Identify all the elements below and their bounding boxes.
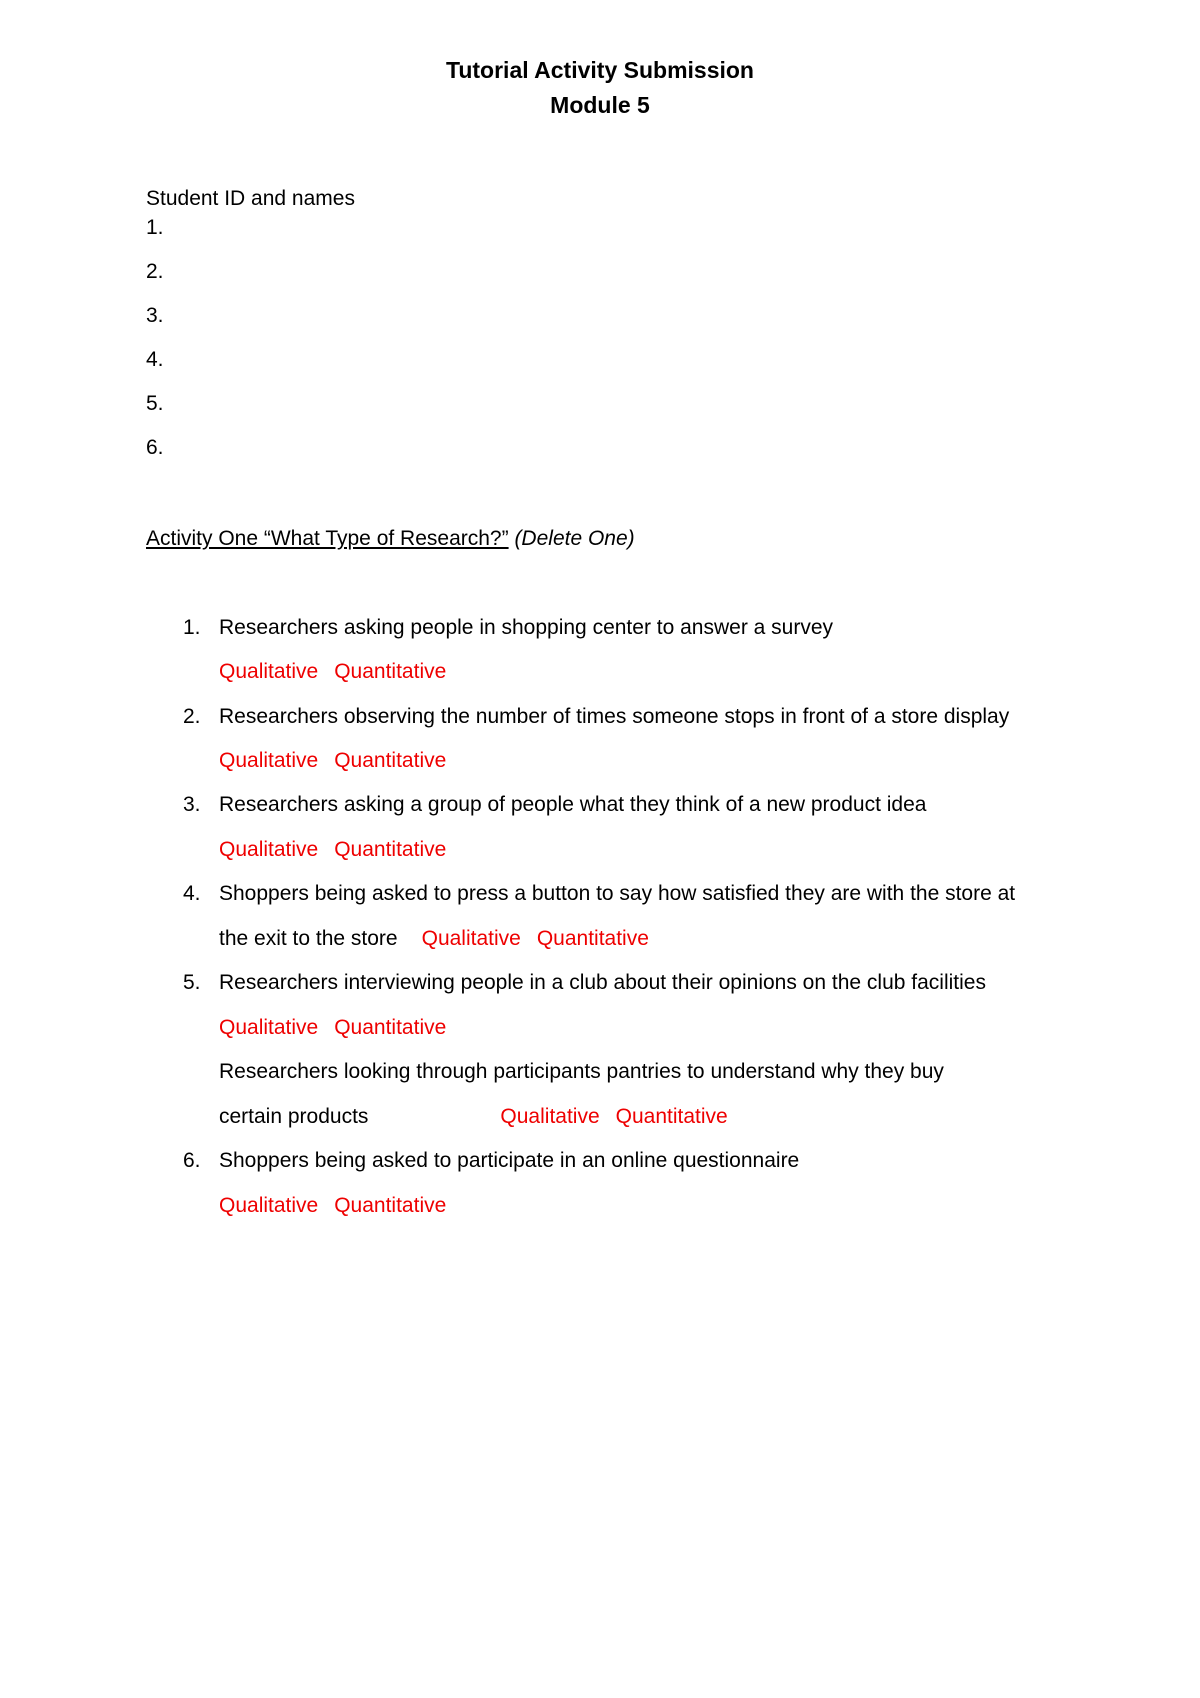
question-5-options[interactable] — [219, 1014, 446, 1042]
students-label: Student ID and names — [146, 187, 355, 210]
question-unnumbered-qualitative-option[interactable]: Qualitative — [500, 1105, 600, 1128]
question-1-options[interactable] — [219, 658, 446, 686]
question-unnumbered-text-line2: certain products — [219, 1105, 369, 1128]
document-title: Tutorial Activity Submission — [446, 57, 754, 83]
question-2-options[interactable] — [219, 747, 446, 775]
question-4-text-continued — [219, 925, 649, 953]
question-4-qualitative-option[interactable]: Qualitative — [421, 927, 521, 950]
student-number-2: 2. — [146, 260, 164, 283]
question-unnumbered-text: Researchers looking through participants pantries to understand why they buy — [219, 1060, 944, 1083]
question-6-options[interactable] — [219, 1192, 446, 1220]
question-1-text: Researchers asking people in shopping center to answer a survey — [219, 616, 834, 639]
question-3-qualitative-option[interactable]: Qualitative — [219, 838, 319, 861]
activity-heading: Activity One “What Type of Research?” — [146, 527, 509, 550]
question-3-quantitative-option[interactable]: Quantitative — [334, 838, 447, 861]
activity-heading-row — [146, 525, 635, 553]
document-subtitle: Module 5 — [550, 92, 650, 118]
question-4-number: 4. — [183, 882, 201, 905]
question-2-number: 2. — [183, 705, 201, 728]
question-6-text: Shoppers being asked to participate in an online questionnaire — [219, 1149, 800, 1172]
question-4-quantitative-option[interactable]: Quantitative — [536, 927, 649, 950]
question-unnumbered-text-continued — [219, 1103, 728, 1131]
question-1-quantitative-option[interactable]: Quantitative — [334, 660, 447, 683]
question-1-qualitative-option[interactable]: Qualitative — [219, 660, 319, 683]
question-3-text: Researchers asking a group of people what they think of a new product idea — [219, 793, 927, 816]
question-5-qualitative-option[interactable]: Qualitative — [219, 1016, 319, 1039]
question-2-text: Researchers observing the number of times someone stops in front of a store display — [219, 705, 1010, 728]
question-5-quantitative-option[interactable]: Quantitative — [334, 1016, 447, 1039]
question-6-number: 6. — [183, 1149, 201, 1172]
question-6-qualitative-option[interactable]: Qualitative — [219, 1194, 319, 1217]
question-3-number: 3. — [183, 793, 201, 816]
question-3-options[interactable] — [219, 836, 446, 864]
question-1-number: 1. — [183, 616, 201, 639]
question-2-qualitative-option[interactable]: Qualitative — [219, 749, 319, 772]
student-number-6: 6. — [146, 436, 164, 459]
student-number-3: 3. — [146, 304, 164, 327]
question-4-text-line2: the exit to the store — [219, 927, 398, 950]
student-number-5: 5. — [146, 392, 164, 415]
question-5-text: Researchers interviewing people in a club about their opinions on the club facilities — [219, 971, 986, 994]
student-number-4: 4. — [146, 348, 164, 371]
question-5-number: 5. — [183, 971, 201, 994]
question-6-quantitative-option[interactable]: Quantitative — [334, 1194, 447, 1217]
question-4-text: Shoppers being asked to press a button to say how satisfied they are with the store at — [219, 882, 1016, 905]
question-2-quantitative-option[interactable]: Quantitative — [334, 749, 447, 772]
activity-instruction: (Delete One) — [514, 527, 635, 550]
question-unnumbered-quantitative-option[interactable]: Quantitative — [615, 1105, 728, 1128]
student-number-1: 1. — [146, 216, 164, 239]
